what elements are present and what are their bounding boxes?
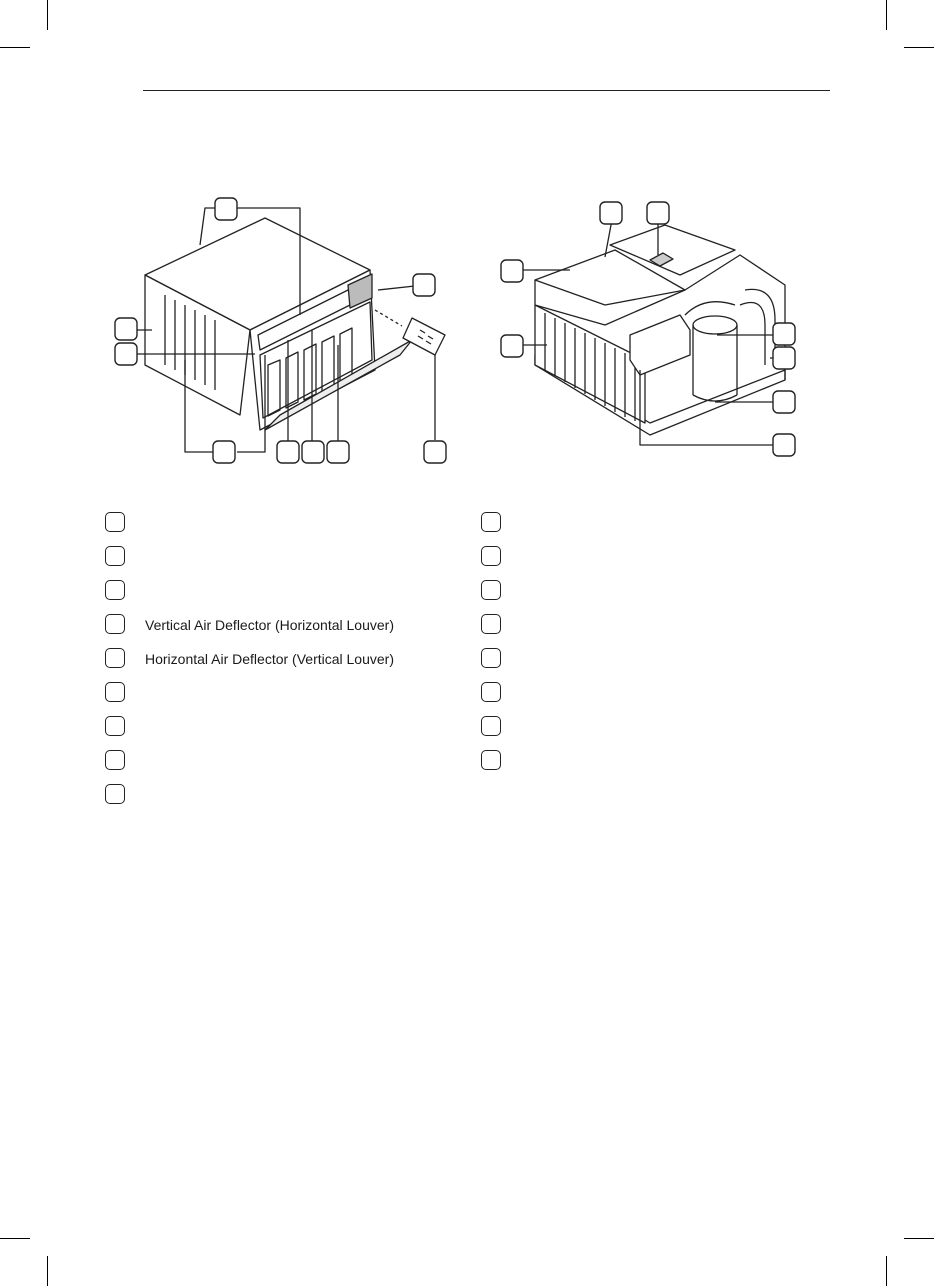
crop-mark	[886, 1256, 887, 1286]
legend-marker	[105, 750, 125, 770]
crop-mark	[904, 47, 934, 48]
legend-marker	[105, 716, 125, 736]
legend-marker	[105, 682, 125, 702]
crop-mark	[47, 0, 48, 30]
legend-marker	[105, 648, 125, 668]
legend-marker	[481, 716, 501, 736]
legend-marker	[481, 546, 501, 566]
rear-view-illustration	[495, 195, 805, 465]
crop-mark	[0, 47, 30, 48]
legend-label: Vertical Air Deflector (Horizontal Louver)	[145, 617, 394, 633]
crop-mark	[0, 1238, 30, 1239]
legend-marker	[481, 614, 501, 634]
legend-marker	[105, 580, 125, 600]
crop-mark	[47, 1256, 48, 1286]
crop-mark	[904, 1238, 934, 1239]
legend-marker	[481, 648, 501, 668]
legend-marker	[105, 784, 125, 804]
legend-marker	[105, 614, 125, 634]
legend-label: Horizontal Air Deflector (Vertical Louver)	[145, 651, 394, 667]
crop-mark	[886, 0, 887, 30]
legend-marker	[481, 682, 501, 702]
legend-marker	[481, 580, 501, 600]
legend-marker	[481, 750, 501, 770]
legend-marker	[105, 512, 125, 532]
header-rule	[143, 90, 830, 91]
legend-marker	[105, 546, 125, 566]
front-view-illustration	[100, 190, 460, 470]
legend-marker	[481, 512, 501, 532]
